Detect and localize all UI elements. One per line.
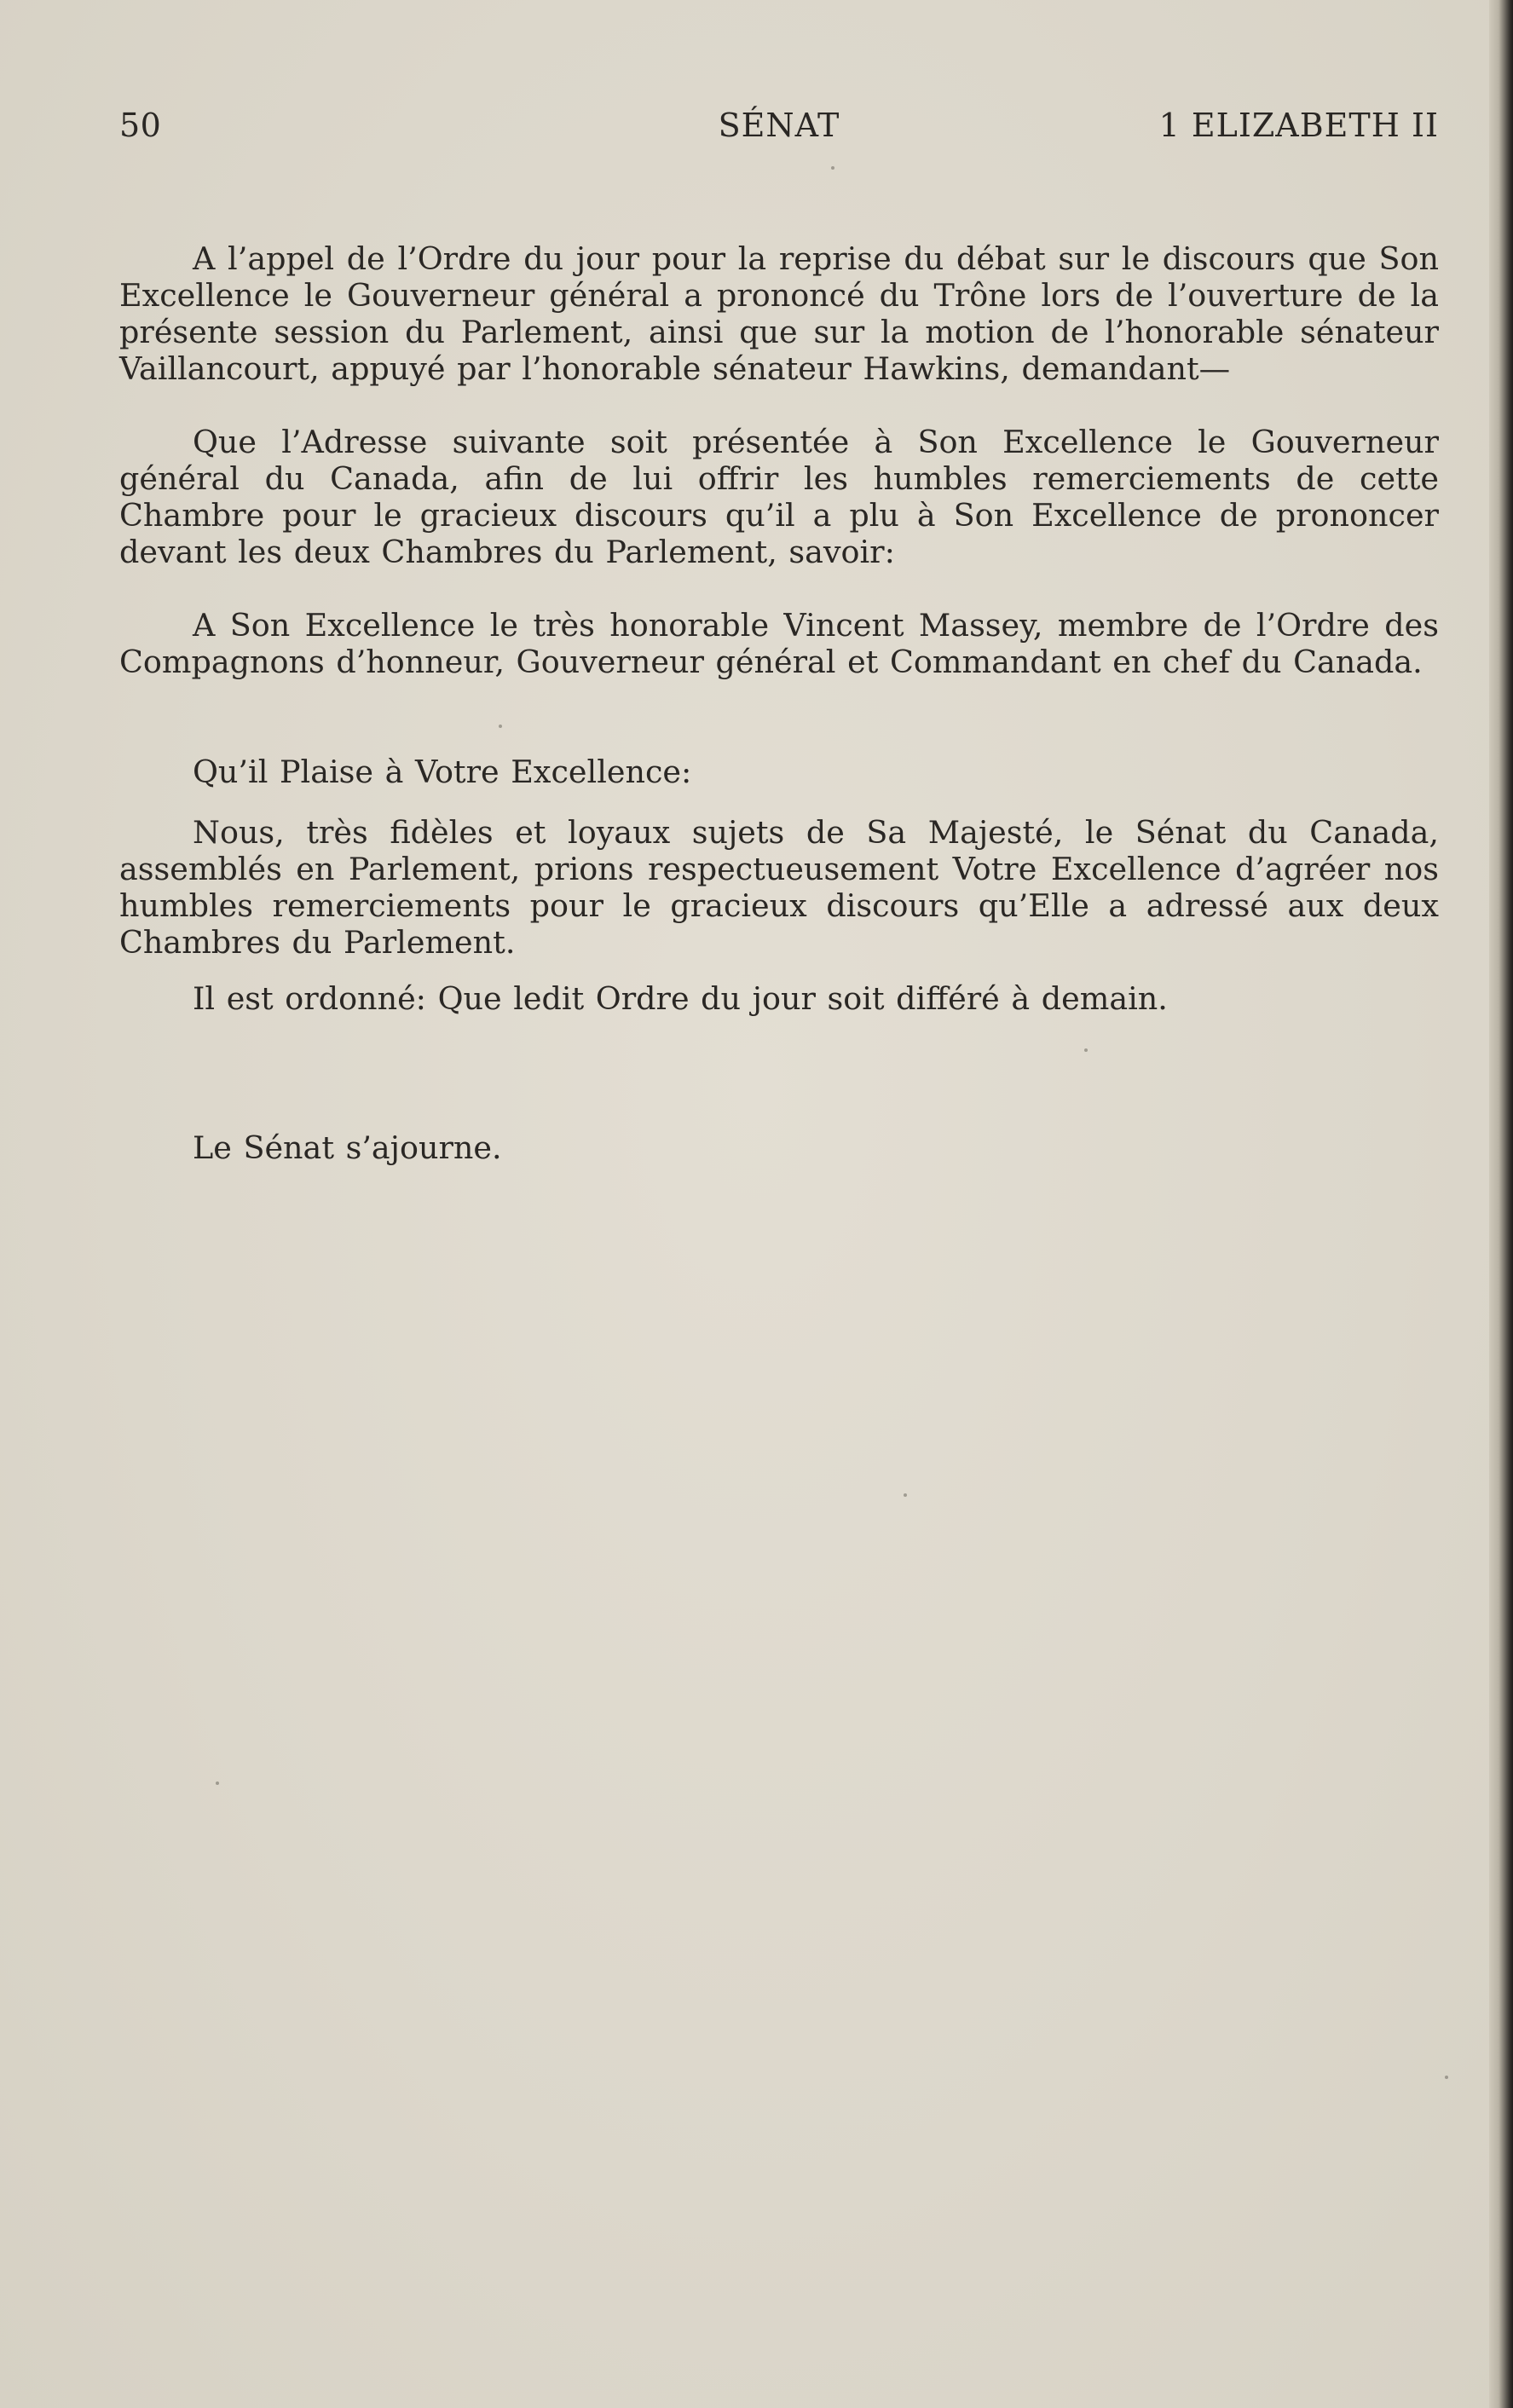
paragraph-addressee: A Son Excellence le très honorable Vincent Massey, membre de l’Ordre des Compagnons d’honneur, Gouverneur général et Commandant en chef du Canada. [119, 607, 1439, 680]
paragraph-address-motion: Que l’Adresse suivante soit présentée à Son Excellence le Gouverneur général du Canada, afin de lui offrir les humbles remerciements de cette Chambre pour le gracieux discours qu’il a plu à Son Excellence de prononcer devant les deux Chambres du Parlement, savoir: [119, 424, 1439, 570]
page-header [119, 107, 1439, 149]
paragraph-address-body: Nous, très fidèles et loyaux sujets de Sa Majesté, le Sénat du Canada, assemblés en Parlement, prions respectueusement Votre Excellence d’agréer nos humbles remerciements pour le gracieux discours qu’Elle a adressé aux deux Chambres du Parlement. [119, 814, 1439, 961]
paragraph-salutation: Qu’il Plaise à Votre Excellence: [193, 754, 692, 790]
speck [831, 166, 834, 170]
regnal-year: 1 ELIZABETH II [1158, 107, 1439, 144]
speck [904, 1493, 907, 1497]
page-number: 50 [119, 107, 162, 144]
speck [1445, 2076, 1448, 2079]
page-edge-shadow [1489, 0, 1513, 2408]
paragraph-order-of-day: A l’appel de l’Ordre du jour pour la reprise du débat sur le discours que Son Excellence le Gouverneur général a prononcé du Trône lors de l’ouverture de la présente session du Parlement, ainsi que sur la motion de l’honorable sénateur Vaillancourt, appuyé par l’honorable sénateur Hawkins, demandant— [119, 240, 1439, 387]
running-title: SÉNAT [718, 107, 840, 144]
paragraph-adjournment: Le Sénat s’ajourne. [193, 1129, 502, 1166]
speck [216, 1781, 219, 1785]
speck [499, 725, 502, 728]
speck [1084, 1048, 1088, 1052]
paragraph-order-deferred: Il est ordonné: Que ledit Ordre du jour soit différé à demain. [193, 980, 1168, 1017]
